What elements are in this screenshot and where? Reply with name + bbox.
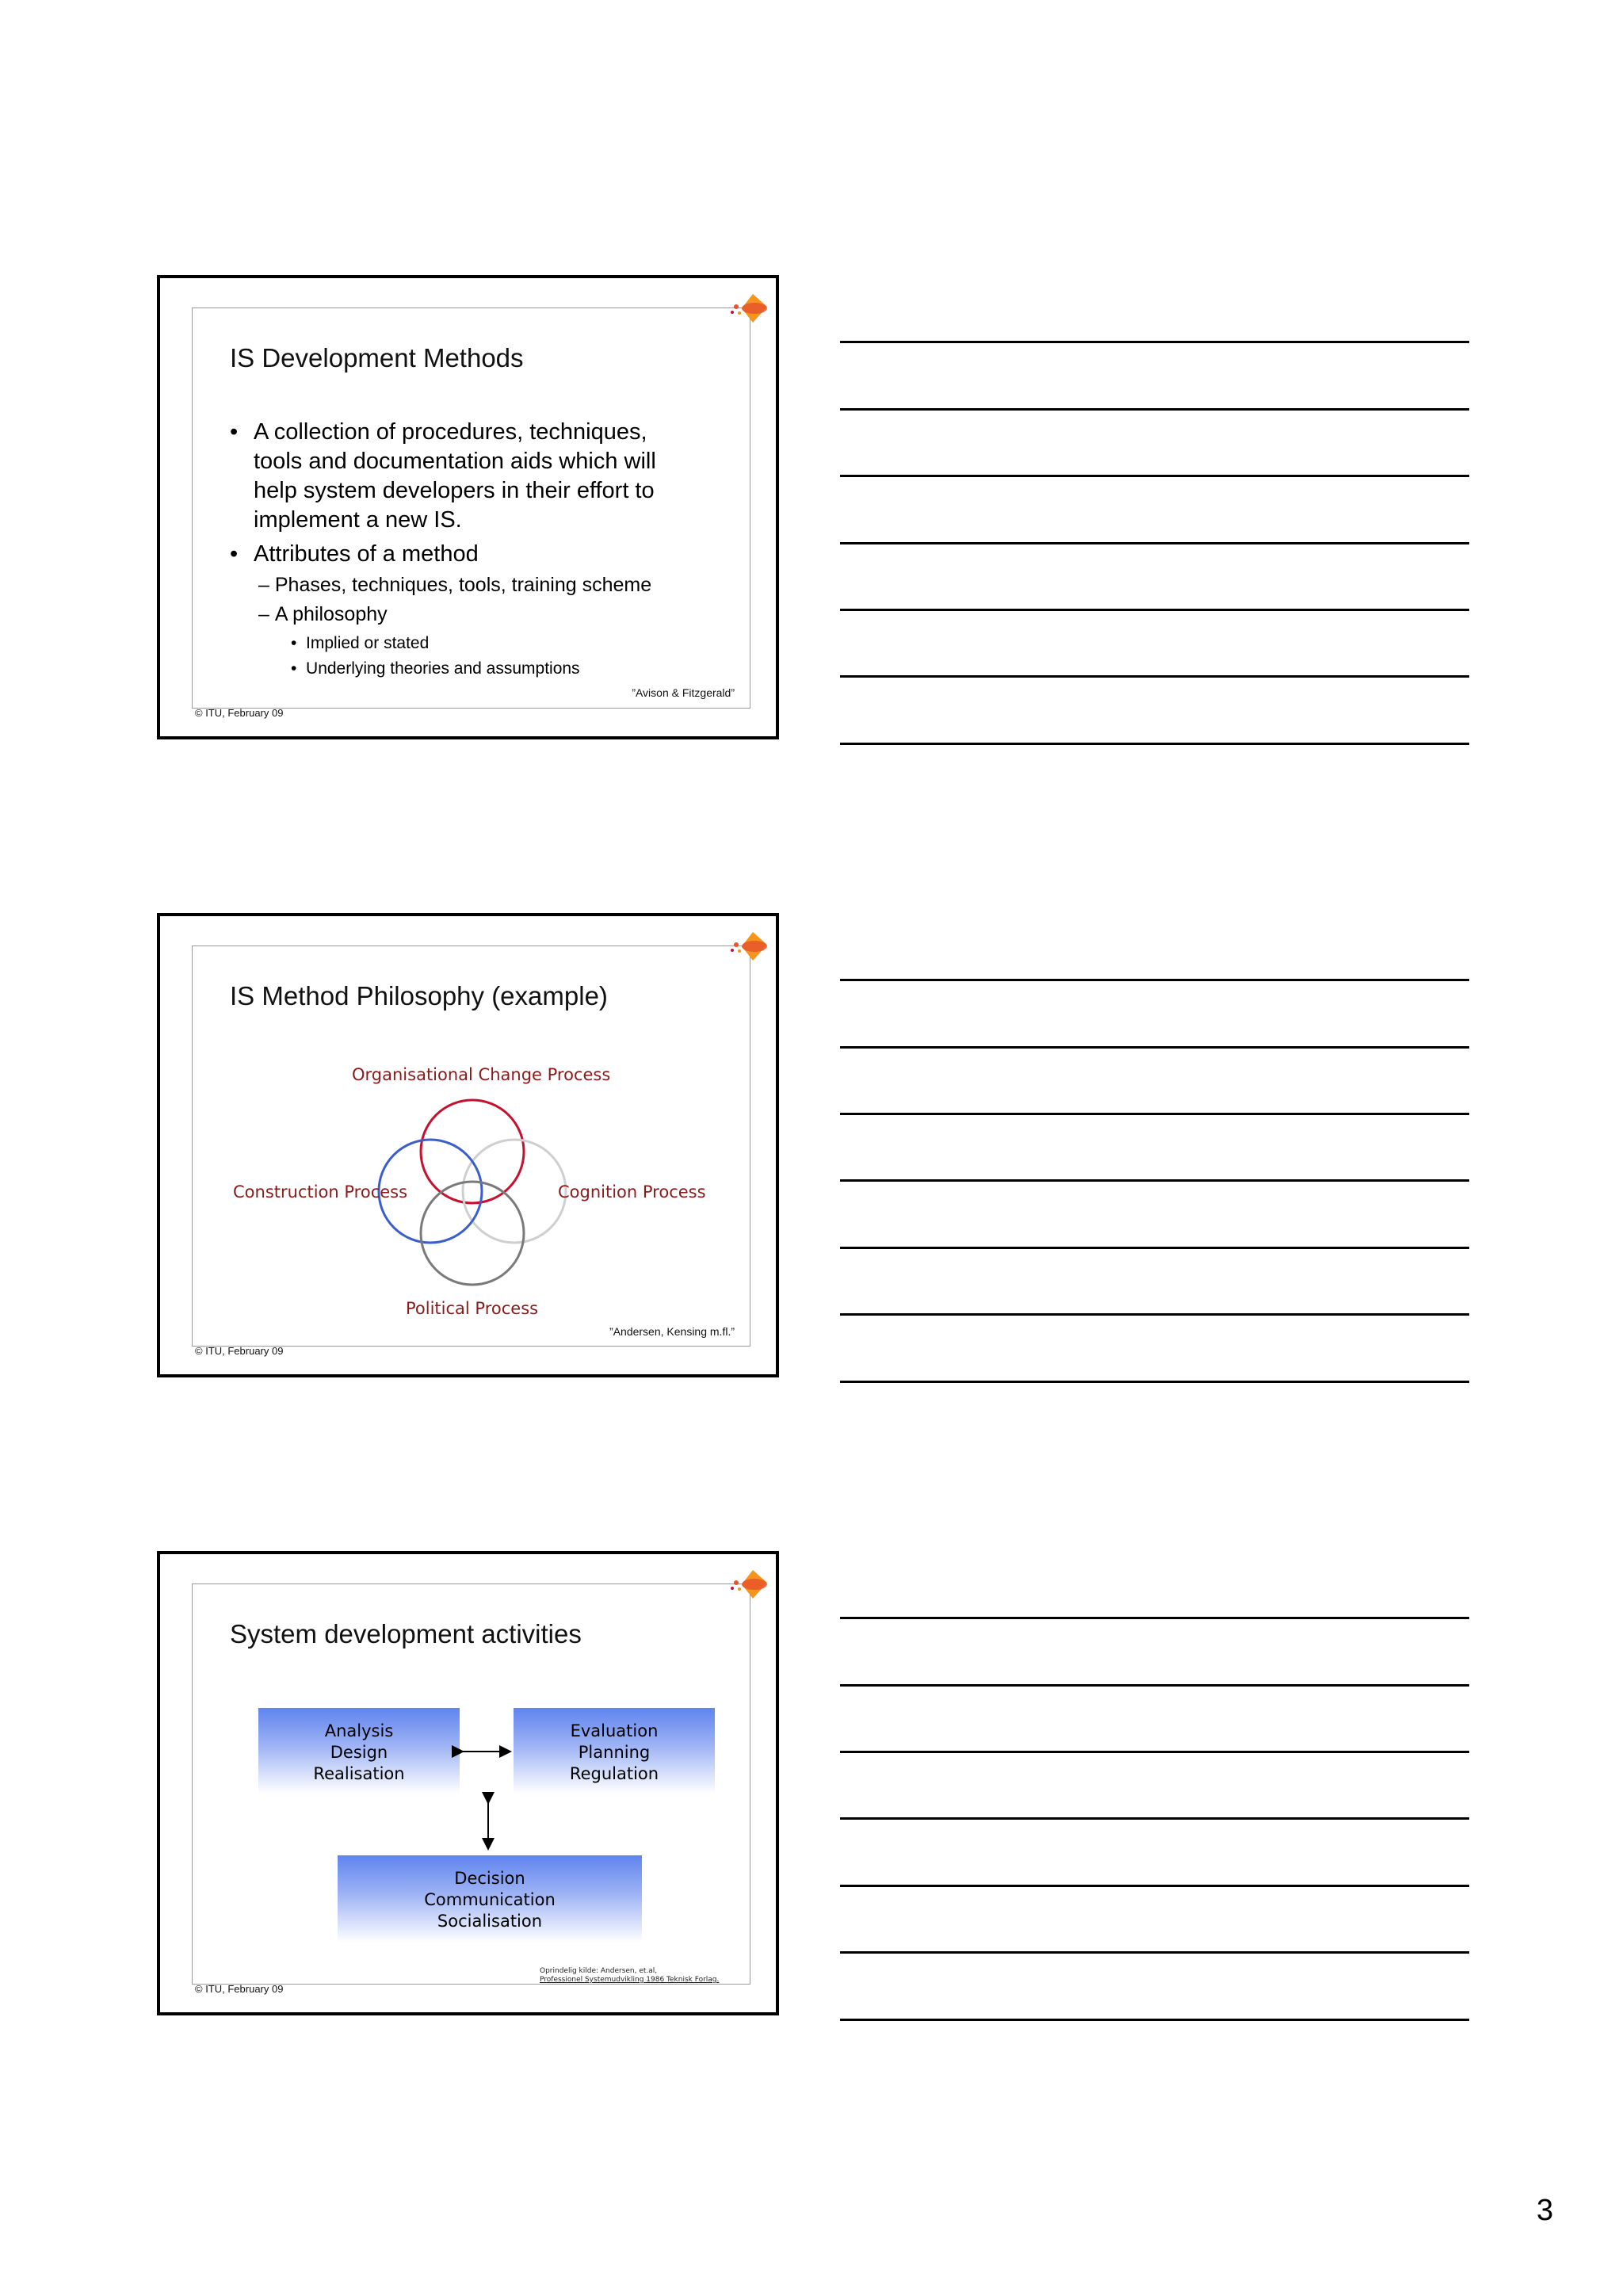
bullet-item <box>230 540 705 569</box>
bullet-icon: • <box>230 419 239 445</box>
venn-label-right: Cognition Process <box>558 1182 706 1201</box>
venn-label-left: Construction Process <box>233 1182 408 1201</box>
source-line-2: Professionel Systemudvikling 1986 Teknisk Forlag. <box>540 1976 720 1984</box>
note-line <box>840 1684 1469 1687</box>
sub-bullet-item <box>258 572 651 598</box>
slide-footer: © ITU, February 09 <box>195 1345 284 1357</box>
sub-bullet-item <box>258 602 388 627</box>
box-line: Analysis <box>324 1721 394 1740</box>
box-line: Communication <box>424 1890 556 1909</box>
sub-bullet-text: A philosophy <box>274 603 388 625</box>
box-line: Design <box>330 1743 388 1762</box>
venn-circle-top <box>421 1100 524 1203</box>
bullet-icon: • <box>291 634 307 652</box>
note-line <box>840 1247 1469 1249</box>
note-line <box>840 979 1469 981</box>
note-line <box>840 675 1469 678</box>
connector-arrows <box>160 1554 782 2019</box>
box-line: Socialisation <box>437 1912 543 1931</box>
source-note <box>540 1967 719 1985</box>
box-line: Decision <box>454 1869 525 1888</box>
note-line <box>840 1885 1469 1887</box>
box-line: Planning <box>578 1743 651 1762</box>
page-number: 3 <box>1536 2194 1553 2227</box>
dash-icon: – <box>258 603 275 625</box>
bullet-icon: • <box>291 659 307 678</box>
slide-footer: © ITU, February 09 <box>195 707 284 719</box>
sub-sub-bullet-text: Underlying theories and assumptions <box>306 659 580 678</box>
bullet-line: Attributes of a method <box>254 541 479 567</box>
note-line <box>840 1046 1469 1049</box>
bullet-line: A collection of procedures, techniques, <box>254 419 647 445</box>
note-line <box>840 743 1469 745</box>
box-line: Evaluation <box>570 1721 659 1740</box>
sub-sub-bullet-item <box>291 658 580 680</box>
bullet-item <box>230 418 705 535</box>
sub-bullet-text: Phases, techniques, tools, training scheme <box>274 574 652 596</box>
note-line <box>840 341 1469 343</box>
note-line <box>840 1113 1469 1115</box>
note-line <box>840 2019 1469 2021</box>
venn-circle-right <box>463 1140 566 1243</box>
note-line <box>840 1179 1469 1182</box>
bullet-line: help system developers in their effort to <box>254 478 655 503</box>
note-line <box>840 408 1469 411</box>
slide-title: System development activities <box>230 1619 582 1648</box>
dash-icon: – <box>258 574 275 596</box>
note-line <box>840 542 1469 544</box>
note-line <box>840 1817 1469 1820</box>
sub-sub-bullet-item <box>291 632 429 655</box>
itu-logo-icon <box>729 291 773 326</box>
slide-title: IS Development Methods <box>230 343 524 372</box>
venn-label-top: Organisational Change Process <box>352 1065 611 1084</box>
bullet-icon: • <box>230 541 239 567</box>
source-line-1: Oprindelig kilde: Andersen, et.al, <box>540 1967 658 1975</box>
citation: ”Andersen, Kensing m.fl.” <box>609 1325 735 1338</box>
slide-title: IS Method Philosophy (example) <box>230 981 608 1010</box>
box-line: Realisation <box>313 1764 405 1783</box>
sub-sub-bullet-text: Implied or stated <box>306 634 430 652</box>
note-line <box>840 1313 1469 1316</box>
bullet-line: implement a new IS. <box>254 507 462 533</box>
note-line <box>840 1951 1469 1954</box>
slide-1 <box>157 275 779 739</box>
slide-3 <box>157 1551 779 2015</box>
slide-2 <box>157 913 779 1377</box>
bullet-line: tools and documentation aids which will <box>254 449 656 474</box>
note-line <box>840 1381 1469 1383</box>
note-line <box>840 1751 1469 1753</box>
box-line: Regulation <box>569 1764 659 1783</box>
note-line <box>840 475 1469 477</box>
note-line <box>840 1617 1469 1619</box>
slide-footer: © ITU, February 09 <box>195 1983 284 1995</box>
citation: ”Avison & Fitzgerald” <box>632 686 735 699</box>
venn-label-bottom: Political Process <box>406 1299 539 1318</box>
venn-circle-bottom <box>421 1182 524 1285</box>
note-line <box>840 609 1469 611</box>
